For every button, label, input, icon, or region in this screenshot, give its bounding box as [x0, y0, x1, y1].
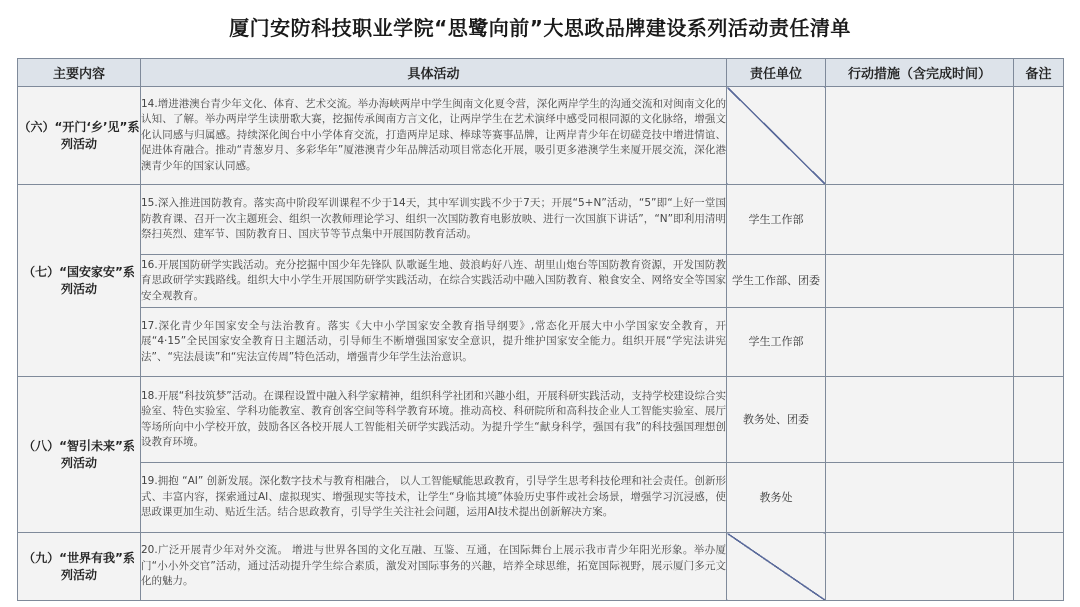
remarks-cell [1014, 87, 1064, 185]
group-label: （八）“智引未来”系列活动 [18, 377, 141, 533]
group-label: （六）“开门‘乡’见”系列活动 [18, 87, 141, 185]
unit-cell: 学生工作部 [727, 308, 826, 377]
measures-cell [826, 87, 1014, 185]
remarks-cell [1014, 308, 1064, 377]
table-row [18, 185, 1064, 255]
remarks-cell [1014, 377, 1064, 463]
measures-cell [826, 377, 1014, 463]
remarks-cell [1014, 185, 1064, 255]
activity-cell: 19.拥抱 “AI” 创新发展。深化数字技术与教育相融合， 以人工智能赋能思政教育，引导学生思考科技伦理和社会责任。创新形式、丰富内容，探索通过AI、虚拟现实、增强现实等技术，让学生“身临其境”体验历史事件或社会场景，增强学习沉浸感，使思政课更加生动、贴近生活。结合思政教育，引导学生关注社会问题，运用AI技术提出创新解决方案。 [141, 463, 727, 533]
activity-cell: 16.开展国防研学实践活动。充分挖掘中国少年先锋队 队歌诞生地、鼓浪屿好八连、胡里山炮台等国防教育资源，开发国防教育思政研学实践路线。组织大中小学生开展国防研学实践活动，在综合实践活动中融入国防教育、粮食安全、网络安全等国家安全观教育。 [141, 255, 727, 308]
table-row [18, 533, 1064, 601]
unit-cell-empty [727, 533, 826, 601]
unit-cell: 教务处 [727, 463, 826, 533]
group-label: （九）“世界有我”系列活动 [18, 533, 141, 601]
measures-cell [826, 308, 1014, 377]
responsibility-table [17, 58, 1064, 601]
measures-cell [826, 255, 1014, 308]
activity-cell: 17.深化青少年国家安全与法治教育。落实《大中小学国家安全教育指导纲要》,常态化开展大中小学国家安全教育，开展“4·15”全民国家安全教育日主题活动，引导师生不断增强国家安全意识，提升维护国家安全能力。组织开展“学宪法讲宪法”、“宪法晨读”和“宪法宣传周”特色活动，增强青少年学生法治意识。 [141, 308, 727, 377]
measures-cell [826, 185, 1014, 255]
unit-cell: 教务处、团委 [727, 377, 826, 463]
table-header-row [18, 59, 1064, 87]
unit-cell: 学生工作部 [727, 185, 826, 255]
measures-cell [826, 463, 1014, 533]
table-row [18, 87, 1064, 185]
measures-cell [826, 533, 1014, 601]
table-row [18, 463, 1064, 533]
activity-cell: 14.增进港澳台青少年文化、体育、艺术交流。举办海峡两岸中学生闽南文化夏令营，深化两岸学生的沟通交流和对闽南文化的认知、了解。举办两岸学生读册歌大赛，挖掘传承闽南方言文化，让两岸学生在艺术演绎中感受同根同源的文化脉络，增强文化认同感与归属感。持续深化闽台中小学体育交流，打造两岸足球、棒球等赛事品牌，让两岸青少年在切磋竞技中增进情谊、促进体育融合。推动“青葱岁月、多彩华年”厦港澳青少年品牌活动项目常态化开展，吸引更多港澳学生来厦开展交流，深化港澳青少年的国家认同感。 [141, 87, 727, 185]
header-activity: 具体活动 [141, 59, 727, 87]
remarks-cell [1014, 533, 1064, 601]
remarks-cell [1014, 255, 1064, 308]
header-responsible-unit: 责任单位 [727, 59, 826, 87]
table-row [18, 377, 1064, 463]
header-main-content: 主要内容 [18, 59, 141, 87]
activity-cell: 18.开展“科技筑梦”活动。在课程设置中融入科学家精神，组织科学社团和兴趣小组，开展科研实践活动，支持学校建设综合实验室、特色实验室、学科功能教室、教育创客空间等科学教育环境。推动高校、科研院所和高科技企业人工智能实验室、展厅等场所向中小学校开放，鼓励各区各校开展人工智能相关研学实践活动。为提升学生“献身科学，强国有我”的科技强国理想创设教育环境。 [141, 377, 727, 463]
remarks-cell [1014, 463, 1064, 533]
table-row [18, 255, 1064, 308]
header-action-measures: 行动措施（含完成时间） [826, 59, 1014, 87]
unit-cell-empty [727, 87, 826, 185]
group-label: （七）“国安家安”系列活动 [18, 185, 141, 377]
unit-cell: 学生工作部、团委 [727, 255, 826, 308]
page-title: 厦门安防科技职业学院“思鹭向前”大思政品牌建设系列活动责任清单 [229, 16, 851, 40]
table-row [18, 308, 1064, 377]
activity-cell: 20.广泛开展青少年对外交流。 增进与世界各国的文化互融、互鉴、互通，在国际舞台上展示我市青少年阳光形象。举办厦门“小小外交官”活动，通过活动提升学生综合素质，激发对国际事务的兴趣，培养全球思维，拓宽国际视野，展示厦门多元文化的魅力。 [141, 533, 727, 601]
activity-cell: 15.深入推进国防教育。落实高中阶段军训课程不少于14天，其中军训实践不少于7天；开展“5+N”活动，“5”即“上好一堂国防教育课、召开一次主题班会、组织一次教师理论学习、组织一次国防教育电影放映、进行一次国旗下讲话”，“N”即利用清明祭扫英烈、建军节、国防教育日、国庆节等节点集中开展国防教育活动。 [141, 185, 727, 255]
header-remarks: 备注 [1014, 59, 1064, 87]
